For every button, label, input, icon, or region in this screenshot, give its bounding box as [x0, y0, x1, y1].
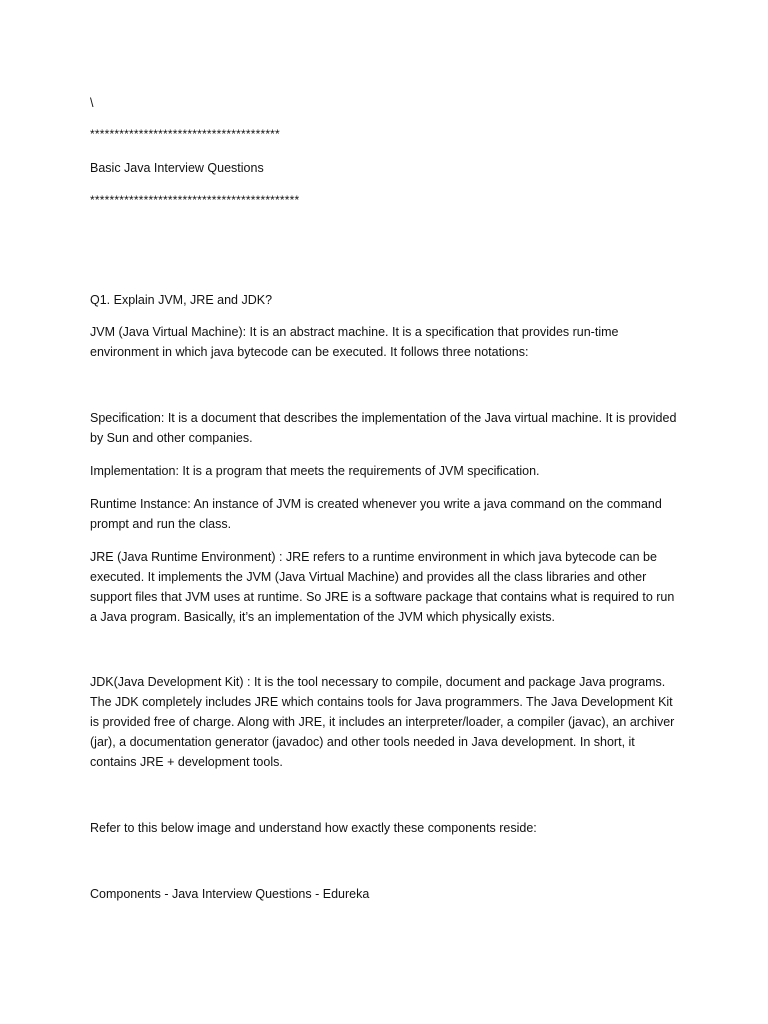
specification-paragraph: Specification: It is a document that describes the implementation of the Java virtual machine. It is provided by Sun and other companies. [90, 411, 677, 445]
section-title: Basic Java Interview Questions [90, 161, 264, 175]
implementation-paragraph: Implementation: It is a program that meets the requirements of JVM specification. [90, 464, 540, 478]
stars-divider-bottom: ******************************************* [90, 193, 300, 207]
question-heading: Q1. Explain JVM, JRE and JDK? [90, 293, 273, 307]
runtime-instance-paragraph: Runtime Instance: An instance of JVM is created whenever you write a java command on the command prompt and run the class. [90, 497, 662, 531]
backslash-text: \ [90, 96, 94, 110]
jdk-paragraph: JDK(Java Development Kit) : It is the tool necessary to compile, document and package Java programs. The JDK completely includes JRE which contains tools for Java programmers. The Java Development Kit is provided free of charge. Along with JRE, it includes an interpreter/loader, a compiler (javac), an archiver (jar), a documentation generator (javadoc) and other tools needed in Java development. In short, it contains JRE + development tools. [90, 675, 675, 769]
stars-divider-top: *************************************** [90, 127, 280, 141]
refer-line: Refer to this below image and understand how exactly these components reside: [90, 821, 537, 835]
jre-paragraph: JRE (Java Runtime Environment) : JRE refers to a runtime environment in which java bytecode can be executed. It implements the JVM (Java Virtual Machine) and provides all the class libraries and other support files that JVM uses at runtime. So JRE is a software package that contains what is required to run a Java program. Basically, it’s an implementation of the JVM which physically exists. [90, 550, 675, 624]
image-caption: Components - Java Interview Questions - Edureka [90, 887, 370, 901]
jvm-paragraph: JVM (Java Virtual Machine): It is an abstract machine. It is a specification that provides run-time environment in which java bytecode can be executed. It follows three notations: [90, 325, 619, 359]
